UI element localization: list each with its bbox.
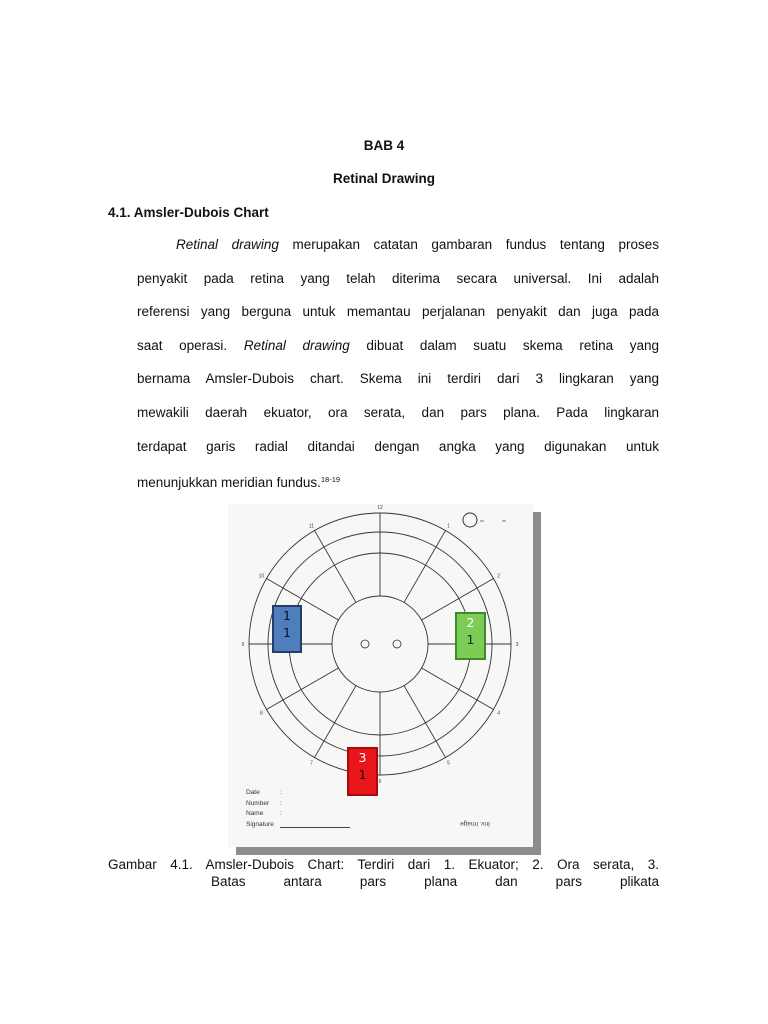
paragraph-line: bernama Amsler-Dubois chart. Skema ini terdiri dari 3 lingkaran yang [137, 371, 659, 387]
inverted-image-label: Inv. Image [460, 820, 490, 827]
marker-number: 2 [466, 615, 475, 630]
colon: : [280, 799, 282, 807]
macula-circle [393, 640, 401, 648]
clock-number-label: 4 [497, 710, 501, 717]
section-heading: 4.1. Amsler-Dubois Chart [108, 205, 269, 220]
caption-line-1: Gambar 4.1. Amsler-Dubois Chart: Terdiri dari 1. Ekuator; 2. Ora serata, 3. [108, 857, 659, 872]
marker-2-ora-serrata [455, 612, 486, 660]
amsler-dubois-figure [228, 504, 542, 856]
paragraph-line: mewakili daerah ekuator, ora serata, dan pars plana. Pada lingkaran [137, 404, 659, 420]
signature-label: Signature [246, 820, 274, 828]
paragraph-line: referensi yang berguna untuk memantau perjalanan penyakit dan juga pada [137, 304, 659, 320]
page-title: Retinal Drawing [332, 171, 435, 186]
marker-subnumber: 1 [283, 625, 291, 640]
clock-number-label: 8 [259, 710, 263, 717]
date-label: Date [246, 789, 260, 796]
caption-line-2: Batas antara pars plana dan pars plikata [211, 874, 659, 889]
optic-disc-circle [361, 640, 369, 648]
marker-3-pars-plana-border [347, 747, 378, 796]
name-label: Name [246, 810, 264, 817]
clock-number-label: 5 [447, 760, 450, 767]
marker-number: 1 [283, 608, 291, 623]
marker-subnumber: 1 [466, 632, 475, 647]
paragraph-line: terdapat garis radial ditandai dengan angka yang digunakan untuk [137, 438, 659, 454]
clock-number-label: 11 [308, 523, 315, 530]
clock-number-label: 9 [241, 642, 245, 648]
clock-number-label: 6 [378, 779, 382, 785]
citation-superscript: 18-19 [320, 475, 341, 485]
colon: : [280, 789, 282, 796]
number-label: Number [246, 799, 270, 807]
clock-number-label: 3 [515, 642, 519, 648]
marker-1-equator [272, 605, 302, 653]
marker-number: 3 [358, 750, 367, 765]
clock-number-label: 10 [258, 573, 265, 580]
paragraph-line: menunjukkan meridian fundus.$^{18-19}$ [137, 475, 341, 491]
clock-number-label: 1 [447, 523, 450, 530]
paragraph-line: Retinal drawing merupakan catatan gambaran fundus tentang proses [176, 237, 659, 252]
clock-number-label: 2 [497, 573, 501, 580]
chart-paper [228, 504, 533, 847]
signature-line [280, 820, 350, 828]
colon: : [280, 810, 282, 817]
chapter-heading: BAB 4 [363, 138, 405, 153]
clock-number-label: 7 [310, 760, 313, 767]
patient-form [246, 788, 350, 830]
paragraph-line: penyakit pada retina yang telah diterima secara universal. Ini adalah [137, 270, 659, 286]
clock-number-label: 12 [377, 505, 383, 511]
retina-ring-1 [332, 596, 428, 692]
paragraph-line: saat operasi. Retinal drawing dibuat dalam suatu skema retina yang [137, 337, 660, 353]
corner-circle-icon [463, 513, 477, 527]
figure-caption [108, 856, 659, 890]
marker-subnumber: 1 [358, 767, 367, 782]
body-paragraph [137, 228, 659, 497]
